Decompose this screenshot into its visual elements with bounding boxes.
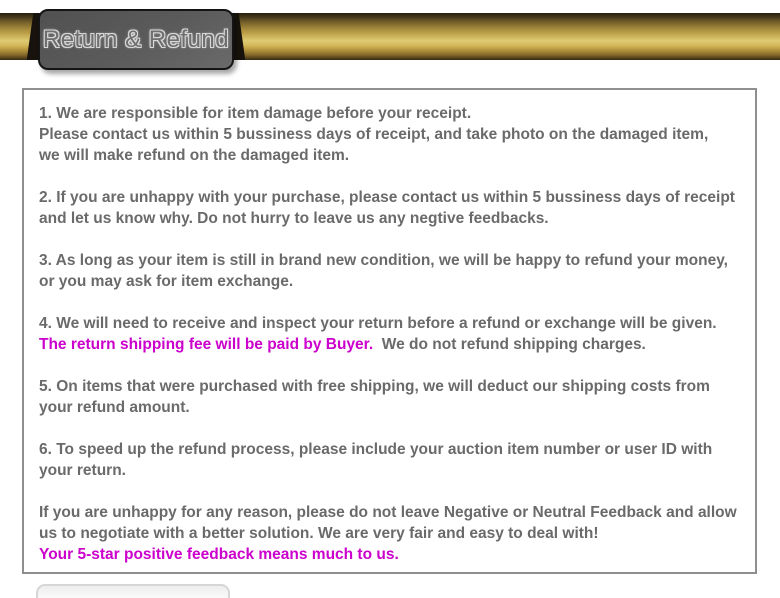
- policy-text-segment: your return.: [39, 462, 126, 479]
- policy-line: [39, 439, 749, 460]
- policy-paragraph: [39, 250, 749, 292]
- policy-line: [39, 376, 749, 397]
- policy-paragraph: [39, 103, 749, 166]
- policy-line: [39, 334, 749, 355]
- policy-line: [39, 187, 749, 208]
- policy-text-segment: Your 5-star positive feedback means much to us.: [39, 546, 399, 563]
- policy-text-segment: 2. If you are unhappy with your purchase, please contact us within 5 bussiness days of receipt: [39, 189, 735, 206]
- policy-line: [39, 502, 749, 523]
- policy-paragraph: [39, 439, 749, 481]
- policy-paragraph: [39, 313, 749, 355]
- policy-text-segment: 3. As long as your item is still in brand new condition, we will be happy to refund your money,: [39, 252, 728, 269]
- policy-paragraph: [39, 502, 749, 565]
- policy-line: [39, 124, 749, 145]
- policy-text-segment: 4. We will need to receive and inspect your return before a refund or exchange will be given.: [39, 315, 717, 332]
- policy-line: [39, 544, 749, 565]
- policy-text-segment: Please contact us within 5 bussiness days of receipt, and take photo on the damaged item,: [39, 126, 709, 143]
- policy-text-segment: If you are unhappy for any reason, please do not leave Negative or Neutral Feedback and allow: [39, 504, 737, 521]
- policy-text-segment: your refund amount.: [39, 399, 190, 416]
- policy-text-segment: The return shipping fee will be paid by Buyer.: [39, 336, 374, 353]
- section-title: Return & Refund: [42, 25, 230, 53]
- policy-text-segment: and let us know why. Do not hurry to leave us any negtive feedbacks.: [39, 210, 549, 227]
- policy-line: [39, 460, 749, 481]
- policy-text: [39, 103, 749, 565]
- policy-text-segment: We do not refund shipping charges.: [373, 336, 646, 353]
- policy-line: [39, 145, 749, 166]
- section-header-tab: [38, 9, 234, 70]
- policy-content-box: [22, 88, 757, 574]
- policy-text-segment: us to negotiate with a better solution. We are very fair and easy to deal with!: [39, 525, 599, 542]
- policy-line: [39, 271, 749, 292]
- policy-text-segment: or you may ask for item exchange.: [39, 273, 294, 290]
- policy-text-segment: 6. To speed up the refund process, please include your auction item number or user ID with: [39, 441, 713, 458]
- policy-line: [39, 397, 749, 418]
- next-section-tab-partial: [36, 584, 230, 598]
- policy-line: [39, 250, 749, 271]
- policy-paragraph: [39, 376, 749, 418]
- policy-paragraph: [39, 187, 749, 229]
- policy-line: [39, 103, 749, 124]
- policy-line: [39, 313, 749, 334]
- policy-text-segment: 5. On items that were purchased with free shipping, we will deduct our shipping costs from: [39, 378, 710, 395]
- policy-line: [39, 208, 749, 229]
- policy-text-segment: 1. We are responsible for item damage before your receipt.: [39, 105, 472, 122]
- policy-text-segment: we will make refund on the damaged item.: [39, 147, 350, 164]
- policy-line: [39, 523, 749, 544]
